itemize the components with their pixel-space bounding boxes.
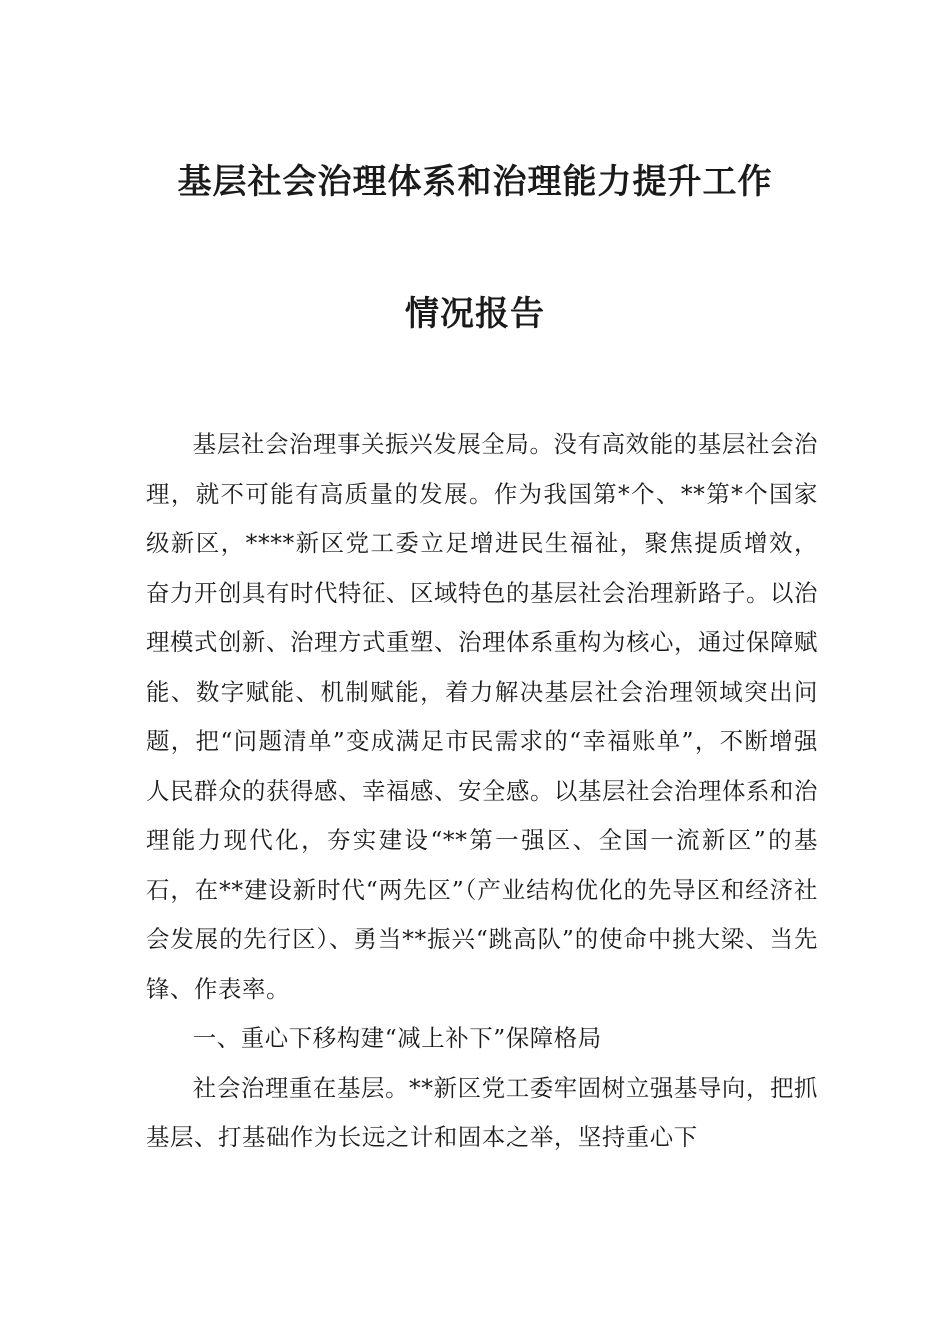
document-title-line-1: 基层社会治理体系和治理能力提升工作 <box>177 162 773 202</box>
intro-paragraph: 基层社会治理事关振兴发展全局。没有高效能的基层社会治理，就不可能有高质量的发展。作为我国第*个、**第*个国家级新区，****新区党工委立足增进民生福祉，聚焦提质增效，奋力开创具有时代特征、区域特色的基层社会治理新路子。以治理模式创新、治理方式重塑、治理体系重构为核心，通过保障赋能、数字赋能、机制赋能，着力解决基层社会治理领域突出问题，把“问题清单”变成满足市民需求的“幸福账单”，不断增强人民群众的获得感、幸福感、安全感。以基层社会治理体系和治理能力现代化，夯实建设“**第一强区、全国一流新区”的基石，在**建设新时代“两先区”（产业结构优化的先导区和经济社会发展的先行区）、勇当**振兴“跳高队”的使命中挑大梁、当先锋、作表率。 <box>146 430 818 1003</box>
section-paragraph: 社会治理重在基层。**新区党工委牢固树立强基导向，把抓基层、打基础作为长远之计和固本之举，坚持重心下 <box>146 1073 818 1151</box>
document-title-line-2: 情况报告 <box>405 294 545 334</box>
document-body <box>146 420 818 1163</box>
section-heading: 一、重心下移构建“减上补下”保障格局 <box>192 1024 602 1052</box>
